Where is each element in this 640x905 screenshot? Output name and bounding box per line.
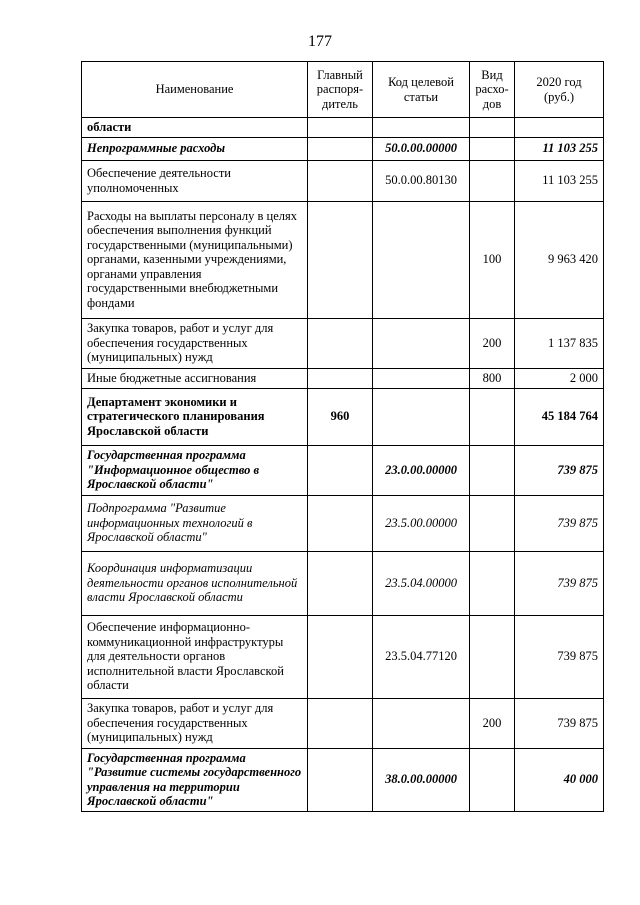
- table-row: [82, 137, 604, 160]
- header-amount: 2020 год (руб.): [515, 62, 604, 118]
- cell-name: Иные бюджетные ассигнования: [82, 368, 308, 388]
- cell-type: [470, 445, 515, 495]
- cell-name: области: [82, 118, 308, 138]
- cell-amount: 1 137 835: [515, 318, 604, 368]
- cell-amount: 739 875: [515, 551, 604, 615]
- cell-type: [470, 137, 515, 160]
- cell-code: [373, 388, 470, 445]
- page-number: 177: [308, 33, 332, 50]
- cell-name: Государственная программа "Информационное общество в Ярославской области": [82, 445, 308, 495]
- cell-admin: [308, 201, 373, 318]
- cell-name: Закупка товаров, работ и услуг для обеспечения государственных (муниципальных) нужд: [82, 698, 308, 748]
- cell-code: [373, 698, 470, 748]
- cell-code: [373, 201, 470, 318]
- cell-code: 23.5.00.00000: [373, 495, 470, 551]
- cell-amount: [515, 118, 604, 138]
- table-row: [82, 368, 604, 388]
- cell-amount: 739 875: [515, 615, 604, 698]
- cell-type: 100: [470, 201, 515, 318]
- cell-name: Подпрограмма "Развитие информационных технологий в Ярославской области": [82, 495, 308, 551]
- table-row: [82, 551, 604, 615]
- table-row: [82, 118, 604, 138]
- cell-code: 50.0.00.80130: [373, 160, 470, 201]
- header-name: Наименование: [82, 62, 308, 118]
- cell-amount: 11 103 255: [515, 137, 604, 160]
- cell-name: Закупка товаров, работ и услуг для обеспечения государственных (муниципальных) нужд: [82, 318, 308, 368]
- cell-name: Координация информатизации деятельности органов исполнительной власти Ярославской области: [82, 551, 308, 615]
- cell-amount: 2 000: [515, 368, 604, 388]
- table-row: [82, 201, 604, 318]
- cell-amount: 40 000: [515, 748, 604, 811]
- cell-code: 38.0.00.00000: [373, 748, 470, 811]
- cell-admin: [308, 748, 373, 811]
- cell-type: [470, 495, 515, 551]
- cell-code: [373, 318, 470, 368]
- cell-name: Расходы на выплаты персоналу в целях обеспечения выполнения функций государственными (муниципальными) органами, казенными учреждениями, органами управления государственными внебюджетными фондами: [82, 201, 308, 318]
- cell-amount: 739 875: [515, 495, 604, 551]
- header-admin: Главный распоря-дитель: [308, 62, 373, 118]
- cell-admin: [308, 495, 373, 551]
- cell-code: [373, 118, 470, 138]
- cell-admin: [308, 551, 373, 615]
- cell-admin: [308, 368, 373, 388]
- cell-admin: [308, 318, 373, 368]
- cell-admin: [308, 698, 373, 748]
- cell-admin: [308, 137, 373, 160]
- cell-code: 23.5.04.77120: [373, 615, 470, 698]
- cell-type: [470, 388, 515, 445]
- cell-amount: 11 103 255: [515, 160, 604, 201]
- table-row: [82, 318, 604, 368]
- cell-type: 200: [470, 318, 515, 368]
- cell-name: Обеспечение деятельности уполномоченных: [82, 160, 308, 201]
- cell-amount: 739 875: [515, 445, 604, 495]
- cell-admin: [308, 445, 373, 495]
- cell-code: [373, 368, 470, 388]
- cell-admin: [308, 615, 373, 698]
- cell-code: 23.0.00.00000: [373, 445, 470, 495]
- cell-type: [470, 118, 515, 138]
- table-row: [82, 160, 604, 201]
- cell-admin: [308, 160, 373, 201]
- table-row: [82, 445, 604, 495]
- cell-name: Обеспечение информационно-коммуникационной инфраструктуры для деятельности органов исполнительной власти Ярославской области: [82, 615, 308, 698]
- cell-code: 50.0.00.00000: [373, 137, 470, 160]
- cell-amount: 739 875: [515, 698, 604, 748]
- cell-type: 800: [470, 368, 515, 388]
- cell-name: Департамент экономики и стратегического планирования Ярославской области: [82, 388, 308, 445]
- cell-type: [470, 615, 515, 698]
- cell-admin: [308, 118, 373, 138]
- cell-admin: 960: [308, 388, 373, 445]
- cell-name: Государственная программа "Развитие системы государственного управления на территории Ярославской области": [82, 748, 308, 811]
- table-header: [82, 62, 604, 118]
- table-row: [82, 495, 604, 551]
- cell-type: [470, 748, 515, 811]
- table-row: [82, 388, 604, 445]
- cell-type: [470, 160, 515, 201]
- table-row: [82, 615, 604, 698]
- header-type: Вид расхо-дов: [470, 62, 515, 118]
- header-code: Код целевой статьи: [373, 62, 470, 118]
- cell-type: 200: [470, 698, 515, 748]
- cell-code: 23.5.04.00000: [373, 551, 470, 615]
- cell-amount: 45 184 764: [515, 388, 604, 445]
- table-row: [82, 698, 604, 748]
- cell-name: Непрограммные расходы: [82, 137, 308, 160]
- table-row: [82, 748, 604, 811]
- table-body: [82, 118, 604, 812]
- budget-table: [81, 61, 604, 812]
- cell-type: [470, 551, 515, 615]
- cell-amount: 9 963 420: [515, 201, 604, 318]
